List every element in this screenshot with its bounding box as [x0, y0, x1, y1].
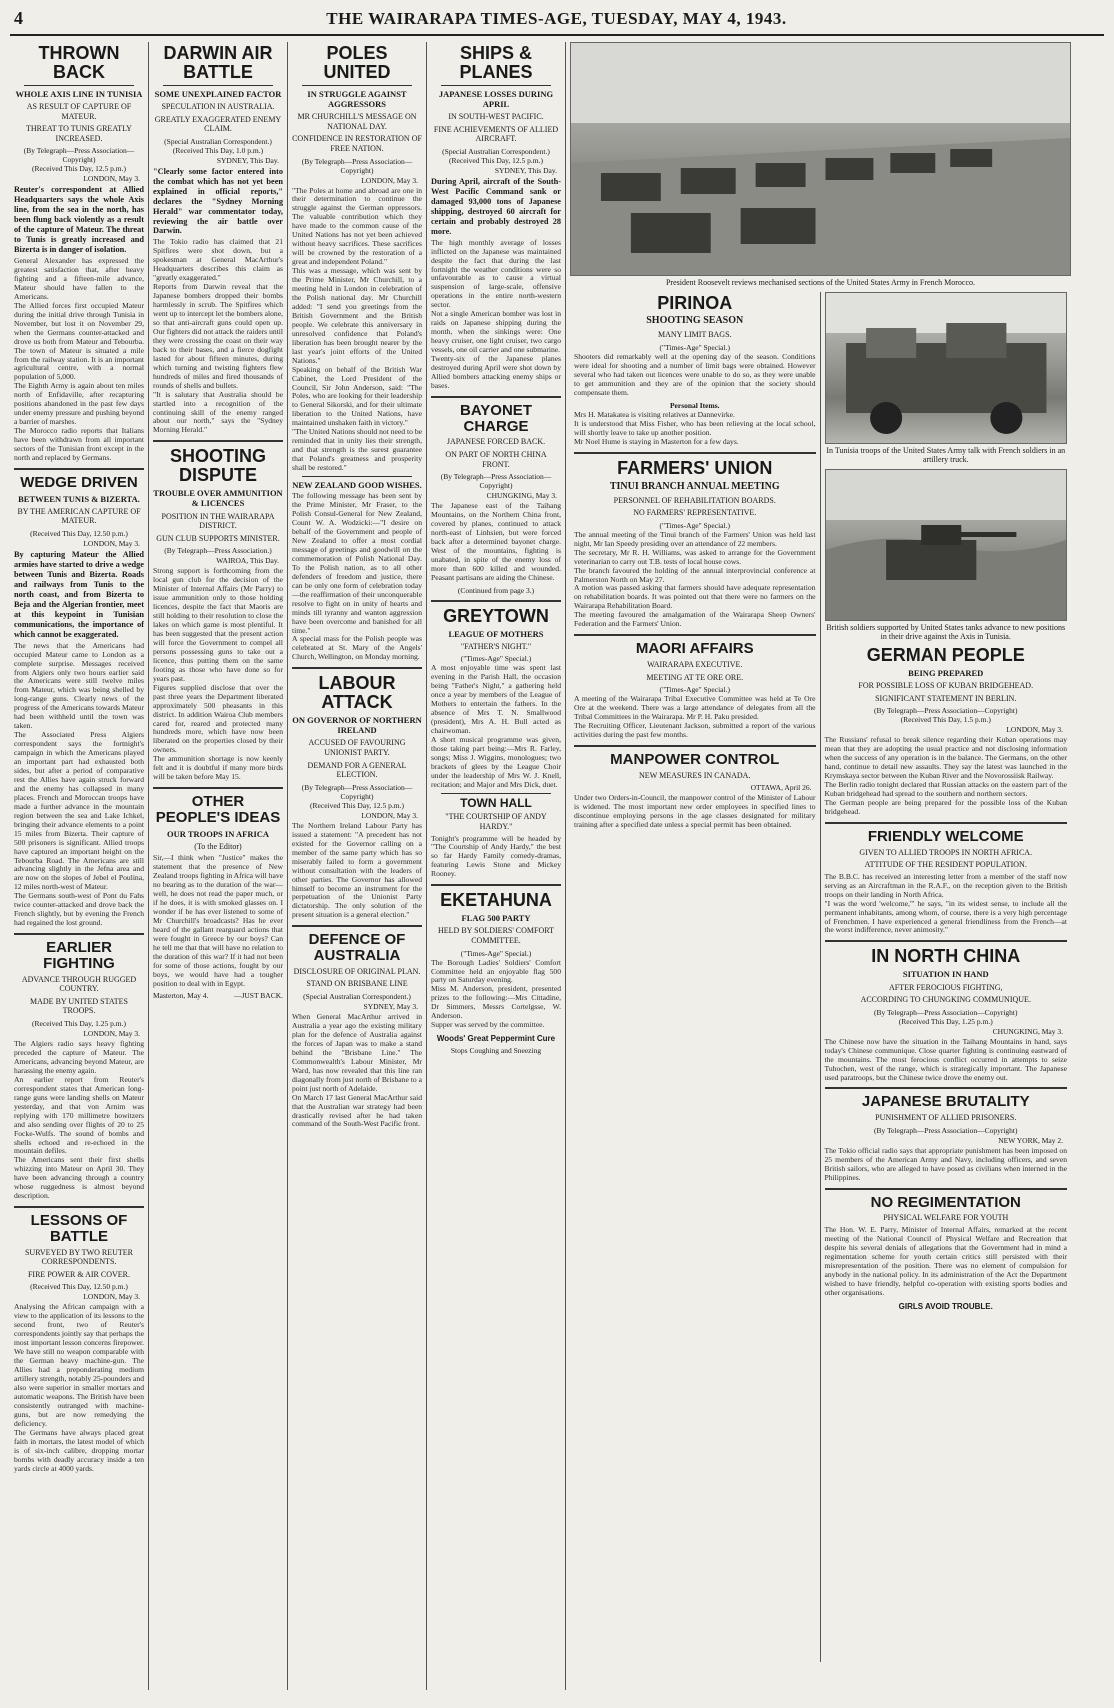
headline: DEFENCE OF AUSTRALIA — [308, 931, 406, 965]
column-2 — [149, 42, 288, 1690]
article-body: Tonight's programme will be headed by "The Courtship of Andy Hardy," the best so far Hardy Family comedy-dramas, featuring Lewis Stone and Mickey Rooney. — [431, 833, 561, 879]
credit-line: (Special Australian Correspondent.) — [303, 992, 411, 1002]
article-pirinoa — [574, 294, 816, 447]
credit-line: (By Telegraph—Press Association—Copyright) — [301, 156, 413, 175]
article-body: The Northern Ireland Labour Party has issued a statement: "A precedent has not existed for the Governor calling on a member of the same party which has so miserably failed to form a government without consultation with the leaders of other parties. The Governor has allowed himself to become an instrument for the perpetuation of the Unionist Party dictatorship. The only solution of the present situation is a general election." — [292, 820, 422, 920]
subheadline: ATTITUDE OF THE RESIDENT POPULATION. — [864, 860, 1027, 870]
subheadline: STAND ON BRISBANE LINE — [306, 979, 408, 989]
credit-line: (Received This Day, 12.50 p.m.) — [30, 529, 128, 539]
credit-line: (By Telegraph—Press Association—Copyright) (Received This Day, 12.5 p.m.) — [23, 146, 135, 174]
subheadline: SITUATION IN HAND — [902, 969, 989, 980]
article-maori-affairs — [574, 641, 816, 740]
subheadline: NEW MEASURES IN CANADA. — [639, 770, 751, 780]
headline: FRIENDLY WELCOME — [867, 827, 1024, 845]
headline: OTHER PEOPLE'S IDEAS — [155, 793, 281, 826]
credit-line: (Special Australian Correspondent.) (Received This Day, 12.5 p.m.) — [442, 146, 550, 165]
advertisement-title: Woods' Great Peppermint Cure — [436, 1034, 556, 1044]
subheadline: LEAGUE OF MOTHERS — [448, 628, 544, 639]
article-body: A most enjoyable time was spent last evening in the Parish Hall, the occasion being "Father's Night," a gathering held once a year by members of the League of Mothers to entertain the fathers. In the absence of Mrs T. N. Smallwood (president), Mrs A. H. Bull acted as chairwoman. A short musical programme was given, those taking part being:—Mrs R. Farley, songs; Miss J. Wiggins, monologues; two brackets of glees by the League Choir under the leadership of Mrs W. J. Knell, recitation; and Major and Mrs Dick, duet. — [431, 663, 561, 789]
subheadline: DISCLOSURE OF ORIGINAL PLAN. — [293, 966, 421, 976]
credit-line: ("Times-Age" Special.) — [659, 685, 730, 695]
headline: GREYTOWN — [443, 605, 549, 626]
article-body: Under two Orders-in-Council, the manpower control of the Minister of Labour is widened. The most important new order employees in specified lines to discontinue employing persons in the age classes designated for military training after a specified date unless a special permit has been obtained. — [574, 793, 816, 830]
article-in-north-china — [825, 947, 1068, 1082]
credit-line: (By Telegraph—Press Association—Copyright) (Received This Day, 1.25 p.m.) — [874, 1007, 1018, 1026]
photo-image — [571, 43, 1070, 275]
headline: MAORI AFFAIRS — [635, 640, 754, 658]
photo-british-advance — [825, 469, 1068, 621]
dateline: LONDON, May 3. — [83, 539, 140, 549]
dateline: SYDNEY, May 3. — [363, 1002, 418, 1012]
subheadline: HELD BY SOLDIERS' COMFORT COMMITTEE. — [437, 926, 554, 945]
article-body: Analysing the African campaign with a view to the application of its lessons to the second front, two of Reuter's correspondents jointly say that perhaps the most important lesson concerns firepower. We have still no weapon comparable with the German heavy machine-gun. The Allies had a preponderating medium artillery strength, notably 25-pounders and also were superior in smaller mortars and automatic weapons. The British have been consistently outranged with machine-guns, but are now remedying the deficiency. The Germans have always placed great faith in mortars, the latest model of which is of six-inch calibre, dropping mortar bombs with deadly accuracy inside a ten yards circle at 4000 yards. — [14, 1302, 144, 1473]
article-body: The following message has been sent by the Prime Minister, Mr Fraser, to the Polish Consul-General for New Zealand, Count W. A. Wodzicki:—"I desire on behalf of the Government and people of New Zealand to offer a most cordial message of greetings and goodwill on the commemoration of Polish National Day. To the Polish nation, as to all other defenders of freedom and justice, there can be only one form of celebration today—the reaffirmation of their unconquerable resolve to fight on in unity of hearts and minds till tyranny and wanton aggression have been overcome and banished for all time." A special mass for the Polish people was celebrated at St. Mary of the Angels' Church, Wellington, on Monday morning. — [292, 491, 422, 662]
right-subcolumn-2 — [821, 292, 1072, 1662]
headline: SHOOTING DISPUTE — [169, 446, 266, 486]
photo-image — [826, 293, 1067, 443]
subheadline: FOR POSSIBLE LOSS OF KUBAN BRIDGEHEAD. — [858, 681, 1034, 691]
headline: NO REGIMENTATION — [870, 1193, 1021, 1211]
article-defence-of-australia — [292, 932, 422, 1129]
article-thrown-back — [14, 44, 144, 463]
credit-line: ("Times-Age" Special.) — [659, 343, 730, 353]
article-other-peoples-ideas — [153, 794, 283, 1000]
dateline: OTTAWA, April 26. — [750, 783, 812, 793]
subheadline: DEMAND FOR A GENERAL ELECTION. — [307, 760, 407, 780]
dateline: CHUNGKING, May 3. — [992, 1026, 1063, 1036]
photo-tunisia-troops — [825, 292, 1068, 444]
credit-line: (Special Australian Correspondent.) (Received This Day, 1.0 p.m.) — [164, 136, 272, 155]
subheadline: BY THE AMERICAN CAPTURE OF MATEUR. — [17, 506, 141, 526]
article-body: Shooters did remarkably well at the opening day of the season. Conditions were ideal for shooting and a number of limit bags were obtained. However several who had taken out licences were unable to do so, as they were unable to get ammunition and they are of the opinion that the society should compensate them. — [574, 352, 816, 397]
subheadline: OUR TROOPS IN AFRICA — [166, 828, 270, 839]
article-body: The B.B.C. has received an interesting letter from a member of the staff now serving as an Aircraftman in the R.A.F., on the reception given to the British troops on their landing in North Africa. "I was the word 'welcome,'" he says, "in its widest sense, to include all the permanent inhabitants, among whom, of course, there is a very high percentage of Frenchmen. I have experienced a general friendliness from the French—at the worst indifference, never animosity." — [824, 871, 1067, 935]
credit-line: ("Times-Age" Special.) — [460, 654, 532, 664]
credit-line: (Received This Day, 1.25 p.m.) — [32, 1019, 126, 1029]
article-earlier-fighting — [14, 940, 144, 1201]
article-body: General Alexander has expressed the greatest satisfaction that, after heavy fighting and a fifteen-mile advance, Mateur should have fallen to the Americans. The Allied forces first occupied Mateur during the initial drive through Tunisia in November, but lost it on November 29, when the Germans counter-attacked and drove us both from Mateur and Tebourba. The town of Mateur is situated a mile from the railway station. It is an important agricultural centre, with a normal population of 5,000. The Eighth Army is again about ten miles north of Enfidaville, after recapturing positions abandoned in the past few days under enemy pressure and pushing beyond a barrier of marshes. The Morocco radio reports that Italians have been withdrawn from all important sectors of the Tunisian front except in the north and replaced by Germans. — [14, 256, 144, 462]
dateline: LONDON, May 3. — [83, 174, 140, 184]
dateline: LONDON, May 3. — [83, 1029, 140, 1039]
photo-caption: President Roosevelt reviews mechanised sections of the United States Army in French Morocco. — [665, 278, 976, 287]
subheadline: SPECULATION IN AUSTRALIA. — [161, 101, 275, 111]
headline: EARLIER FIGHTING — [43, 939, 115, 972]
subheadline: "FATHER'S NIGHT." — [460, 641, 532, 651]
article-poles-united — [292, 44, 422, 473]
subheadline: PERSONNEL OF REHABILITATION BOARDS. — [613, 495, 776, 505]
article-labour-attack — [292, 674, 422, 920]
right-region — [566, 42, 1071, 1690]
dateline: LONDON, May 3. — [1006, 725, 1063, 735]
credit-line: (By Telegraph—Press Association.) — [164, 546, 272, 556]
headline: JAPANESE BRUTALITY — [861, 1093, 1030, 1111]
subheadline: FLAG 500 PARTY — [461, 913, 531, 924]
subheadline: GIVEN TO ALLIED TROOPS IN NORTH AFRICA. — [859, 847, 1033, 857]
article-farmers-union — [574, 459, 816, 630]
subheadline: ON PART OF NORTH CHINA FRONT. — [445, 449, 547, 469]
article-body: The Russians' refusal to break silence regarding their Kuban operations may mean that they are adopting the usual practice and not disclosing information when the success of any operation is in the balance. The Germans, on the other hand, continue to detail new assaults. They say the latest was launched in the Krymskaya sector between the Kuban River and the Novorossiisk Railway. The Berlin radio tonight declared that Russian attacks on the eastern part of the Kuban bridgehead had spread to the southern and northern sectors. The German people are being prepared for the possible loss of the Kuban bridgehead. — [824, 735, 1067, 816]
dateline: WAIROA, This Day. — [216, 556, 279, 566]
photo-roosevelt-review — [570, 42, 1071, 276]
article-body: The Algiers radio says heavy fighting preceded the capture of Mateur. The Americans, advancing beyond Mateur, are harassing the enemy again. An earlier report from Reuter's correspondent states that American long-range guns were landing shells on Mateur yesterday, and that von Arnim was replying with 170 millimetre howitzers and also sending over flights of 20 to 25 Focke-Wulfs. The sound of bombs and shells echoed and re-echoed in the mountain defiles. The Americans sent their first shells whizzing into Mateur on April 30. They have been advancing through a country whose ruggedness is almost beyond description. — [14, 1039, 144, 1201]
photo-image — [826, 470, 1067, 620]
headline: LABOUR ATTACK — [318, 673, 396, 713]
article-body: The news that the Americans had occupied Mateur came to London as a complete surprise. Messages received from Algiers only two hours earlier said the Americans were still twelve miles from Mateur, which was being shelled by long-range guns. Clearly news of the progress of the Americans towards Mateur had been withheld until the town was taken. The Associated Press Algiers correspondent says the fortnight's campaign in which the Americans played an important part had exhausted both sides, but after a period of comparative rest the Allies have again struck forward and the enemy has collapsed in many places. French and Moroccan troops have made a further advance in the mountain region between the sea and Lake Ichkel, bringing their advance elements to a point 15 miles from Bizerta. Their capture of 500 prisoners is significant. Allied troops have captured an important height on the Tebourba Road. The Americans are still advancing slightly in the Jefna area and are now on the slopes of Jebel el Poulina, 12 miles north-west of Mateur. The Germans south-west of Pont du Fahs twice counter-attacked and drove back the French slightly, but by evening the French had regained the lost ground. — [14, 640, 144, 928]
article-body: The Chinese now have the situation in the Taihang Mountains in hand, says today's Chinese communique. Close quarter fighting is continuing eastward of the mountains. The most ferocious conflict occurred in attempts to seize Tuhochen, west of the range, which is strategically important. The Japanese used paratroops, but the Chinese twice drove the enemy out. — [824, 1036, 1067, 1082]
headline: THROWN BACK — [38, 43, 120, 82]
subheadline: AFTER FEROCIOUS FIGHTING, — [888, 982, 1003, 992]
photo-caption: British soldiers supported by United States tanks advance to new positions in their drive against the Axis in Tunisia. — [826, 622, 1066, 642]
subheadline: IN SOUTH-WEST PACIFIC. — [448, 112, 544, 122]
subheadline: BETWEEN TUNIS & BIZERTA. — [18, 493, 140, 504]
dateline: NEW YORK, May 2. — [998, 1135, 1063, 1145]
subheadline: TROUBLE OVER AMMUNITION & LICENCES — [153, 488, 283, 509]
article-body: The Tokio radio has claimed that 21 Spitfires were shot down, but a spokesman at General MacArthur's Headquarters describes this claim as "greatly exaggerated." Reports from Darwin reveal that the Japanese bombers dropped their bombs harmlessly in scrub. The Spitfires which went up to intercept let the bombers alone, so that anti-aircraft guns could open up. Our fighters did not attack the raiders until they were crossing the coast on their way back to their bases, and a fierce dogfight lasted for about fifteen minutes, during which turning and twisting fighters flew hundreds of miles and fired thousands of rounds of shells and bullets. "It is salutary that Australia should be startled into a recognition of the continuing skill of the enemy ranged about our north," says the "Sydney Morning Herald." — [153, 237, 283, 435]
article-german-people — [825, 646, 1068, 817]
notice-title: GIRLS AVOID TROUBLE. — [898, 1301, 993, 1311]
dateline: SYDNEY, This Day. — [494, 165, 557, 175]
subheadline: NEW ZEALAND GOOD WISHES. — [292, 480, 422, 491]
headline: TOWN HALL — [460, 795, 532, 810]
article-no-regimentation — [825, 1195, 1068, 1311]
subheadline: CONFIDENCE IN RESTORATION OF FREE NATION. — [292, 134, 422, 153]
subheadline: IN STRUGGLE AGAINST AGGRESSORS — [307, 88, 407, 109]
article-ships-and-planes — [431, 44, 561, 391]
credit-line: (By Telegraph—Press Association—Copyright) (Received This Day, 12.5 p.m.) — [301, 782, 413, 810]
subheadline: BEING PREPARED — [908, 667, 984, 678]
lead-paragraph: By capturing Mateur the Allied armies have started to drive a wedge between Tunis and Bizerta. Roads and railways from Tunis to the north coast, and from Bizerta to Beja and the Algerian frontier, meet at this keypoint in Tunisian communications, the importance of which cannot be exaggerated. — [14, 550, 144, 639]
right-subcolumn-1 — [570, 292, 821, 1662]
dateline: SYDNEY, This Day. — [216, 155, 279, 165]
headline: POLES UNITED — [323, 43, 391, 82]
subheadline: FINE ACHIEVEMENTS OF ALLIED AIRCRAFT. — [433, 124, 559, 144]
subheadline: MR CHURCHILL'S MESSAGE ON NATIONAL DAY. — [297, 112, 417, 131]
lead-paragraph: During April, aircraft of the South-West Pacific Command sank or damaged 93,000 tons of Japanese shipping, destroyed 60 aircraft for certain and probably destroyed 28 more. — [431, 176, 561, 236]
article-eketahuna — [431, 891, 561, 1055]
article-body: The annual meeting of the Tinui branch of the Farmers' Union was held last night, Mr Ian Speedy presiding over an attendance of 22 members. The secretary, Mr R. H. Williams, was asked to arrange for the Government veterinarian to carry out T.B. tests of local house cows. The branch favoured the holding of the annual interprovincial conference at Palmerston North on May 27. A motion was passed asking that farmers should have adequate representation on rehabilitation boards. It was pointed out that there were no farmers on the Wairarapa Rehabilitation Board. The meeting favoured the amalgamation of the Wairarapa Sheep Owners' Federation and the Farmers' Union. — [574, 529, 816, 629]
subheadline: ACCORDING TO CHUNGKING COMMUNIQUE. — [860, 995, 1031, 1005]
continued-note: (Continued from page 3.) — [457, 585, 535, 595]
article-shooting-dispute — [153, 447, 283, 782]
headline: GERMAN PEOPLE — [866, 644, 1025, 665]
headline: MANPOWER CONTROL — [610, 750, 780, 768]
subheadline: MADE BY UNITED STATES TROOPS. — [30, 996, 128, 1016]
column-1 — [10, 42, 149, 1690]
article-body: When General MacArthur arrived in Australia a year ago the existing military plan for the defence of Australia against the forces of Japan was to make a stand behind the "Brisbane Line." The Commonwealth's Labour Minister, Mr Ward, has now revealed that this line ran diagonally from just north of Brisbane to a point just north of Adelaide. On March 17 last General MacArthur said that the Australian war strategy had been drastically revised after he had taken command of the South-West Pacific front. — [292, 1012, 422, 1129]
section-title: Personal Items. — [669, 400, 720, 410]
article-body: The Borough Ladies' Soldiers' Comfort Committee held an enjoyable flag 500 party on Saturday evening. Miss M. Anderson, president, presented prizes to the following:—Mrs Cittadine, Dr Simmers, Messrs Cortelgsse, W. Anderson. Supper was served by the committee. — [431, 957, 561, 1030]
credit-line: (By Telegraph—Press Association—Copyright) — [874, 1125, 1018, 1135]
credit-line: (By Telegraph—Press Association—Copyright) — [440, 472, 552, 491]
dateline: LONDON, May 3. — [361, 810, 418, 820]
page-number: 4 — [14, 8, 23, 28]
article-body: Strong support is forthcoming from the local gun club for the decision of the Minister of Internal Affairs (Mr Parry) to issue ammunition only to those holding licences, despite the fact that Maoris are still holding to their resolution to close the lakes on which game is most plentiful. It has been suggested that the present action will force the Government to compel all persons possessing guns to take out a licence, thus putting them on the same footing as those who have done so for years past. Figures supplied disclose that over the past three years the Department liberated approximately 500 pheasants in this district. In addition Wairoa Club members cared for, reared and protected many hundreds more, which have now been liberated on the properties closed by their owners. The ammunition shortage is now keenly felt and it is doubtful if many more birds will be taken before May 15. — [153, 566, 283, 782]
article-japanese-brutality — [825, 1094, 1068, 1182]
article-bayonet-charge — [431, 403, 561, 583]
subheadline: (To the Editor) — [194, 841, 242, 851]
subheadline: JAPANESE FORCED BACK. — [446, 437, 546, 447]
credit-line: ("Times-Age" Special.) — [460, 948, 532, 958]
headline: WEDGE DRIVEN — [20, 473, 138, 491]
newspaper-title: THE WAIRARAPA TIMES-AGE, TUESDAY, MAY 4, 1943. — [326, 9, 787, 28]
subheadline: GREATLY EXAGGERATED ENEMY CLAIM. — [154, 114, 282, 134]
subheadline: WHOLE AXIS LINE IN TUNISIA — [15, 88, 143, 99]
subheadline: POSITION IN THE WAIRARAPA DISTRICT. — [161, 511, 275, 531]
subheadline: PUNISHMENT OF ALLIED PRISONERS. — [875, 1113, 1017, 1123]
subheadline: "THE COURTSHIP OF ANDY HARDY." — [445, 812, 547, 831]
letter-body: Sir,—I think when "Justice" makes the statement that the presence of New Zealand troops fighting in Africa will have no bearing as to the duration of the war—well, he does not read the paper much, or if he does, it is with smoked glasses on. I wonder if he has ever listened to some of Mr Churchill's broadcasts? Has he ever heard of the gallant rearguard actions that were fought in Greece by our boys? Can he tell me that that will have no relation to the duration of this war? If it had not been for some of those actions, fought by our boys, we would have had a tougher position to deal with in Egypt. — [153, 853, 283, 988]
article-wedge-driven — [14, 475, 144, 928]
subheadline: ON GOVERNOR OF NORTHERN IRELAND — [292, 715, 422, 736]
headline: IN NORTH CHINA — [871, 946, 1021, 967]
letter-signer: —JUST BACK. — [233, 990, 283, 1000]
subheadline: JAPANESE LOSSES DURING APRIL — [438, 88, 554, 109]
credit-line: (By Telegraph—Press Association—Copyright) (Received This Day, 1.5 p.m.) — [874, 706, 1018, 725]
headline: DARWIN AIR BATTLE — [163, 43, 273, 82]
article-friendly-welcome — [825, 829, 1068, 936]
article-body: The Tokio official radio says that appropriate punishment has been imposed on 25 members of the American Army and Navy, including officers, and seven British sailors, who are alleged to have posed as civilians when interned in the Philippines. — [824, 1145, 1067, 1182]
subheadline: ADVANCE THROUGH RUGGED COUNTRY. — [21, 974, 137, 994]
headline: SHIPS & PLANES — [459, 43, 533, 82]
headline: BAYONET CHARGE — [460, 401, 532, 435]
subheadline: GUN CLUB SUPPORTS MINISTER. — [156, 533, 280, 543]
article-body: The Japanese east of the Taihang Mountains, on the Northern China front, covered by planes, continued to attack north-east of Linhsien, but were forced back after a determined bayonet charge. West of the mountains, fighting is unabated, in spite of the enemy loss of more than 600 killed and wounded. Peasant partisans are aiding the Chinese. — [431, 501, 561, 582]
credit-line: (Received This Day, 12.50 p.m.) — [30, 1282, 128, 1292]
article-body: The high monthly average of losses inflicted on the Japanese was maintained despite the fact that during the last fortnight the weather conditions were so unfavourable as to cause a virtual suspension of large-scale, offensive operations in the entire north-western sector. Not a single American bomber was lost in raids on Japanese shipping during the month, when the sinkings were: One heavy cruiser, one light cruiser, two cargo vessels, one oil carrier and one submarine. Twenty-six of the Japanese planes destroyed during April were shot down by Allied bombers attacking enemy ships or bases. — [431, 237, 561, 390]
subheadline: NO FARMERS' REPRESENTATIVE. — [633, 508, 757, 518]
subheadline: FIRE POWER & AIR COVER. — [27, 1269, 130, 1279]
subheadline: TINUI BRANCH ANNUAL MEETING — [609, 480, 780, 492]
article-town-hall — [431, 797, 561, 880]
subheadline: THREAT TO TUNIS GREATLY INCREASED. — [26, 124, 132, 143]
credit-line: ("Times-Age" Special.) — [659, 520, 730, 530]
subheadline: PHYSICAL WELFARE FOR YOUTH — [883, 1213, 1009, 1223]
subheadline: MEETING AT TE ORE ORE. — [646, 672, 744, 682]
article-nz-good-wishes — [292, 480, 422, 662]
subheadline: SIGNIFICANT STATEMENT IN BERLIN. — [875, 693, 1017, 703]
photo-caption: In Tunisia troops of the United States Army talk with French soldiers in an artillery truck. — [826, 445, 1066, 465]
letter-signoff: Masterton, May 4. — [153, 990, 209, 1000]
column-3 — [288, 42, 427, 1690]
subheadline: MANY LIMIT BAGS. — [657, 330, 732, 340]
subheadline: SURVEYED BY TWO REUTER CORRESPONDENTS. — [24, 1247, 134, 1267]
subheadline: ACCUSED OF FAVOURING UNIONIST PARTY. — [308, 738, 406, 758]
subheadline: AS RESULT OF CAPTURE OF MATEUR. — [26, 101, 132, 121]
article-body: Mrs H. Matakatea is visiting relatives at Dannevirke. It is understood that Miss Fisher, who has been relieving at the local school, will shortly leave to take up another position. Mr Noel Hume is staying in Masterton for a few days. — [574, 409, 816, 446]
column-4 — [427, 42, 566, 1690]
article-darwin-air-battle — [153, 44, 283, 435]
headline: LESSONS OF BATTLE — [30, 1212, 128, 1245]
dateline: LONDON, May 3. — [83, 1292, 140, 1302]
headline: FARMERS' UNION — [617, 457, 773, 478]
newspaper-page — [10, 8, 1104, 1690]
dateline: CHUNGKING, May 3. — [486, 491, 557, 501]
advertisement-subtitle: Stops Coughing and Sneezing — [450, 1046, 542, 1056]
lead-paragraph: Reuter's correspondent at Allied Headquarters says the whole Axis line, from the sea in the north, has been flung back violently as a result of the capture of Mateur. The threat to Tunis is greatly increased and Bizerta is in danger of isolation. — [14, 185, 144, 255]
article-greytown — [431, 607, 561, 790]
article-lessons-of-battle — [14, 1213, 144, 1473]
subheadline: SHOOTING SEASON — [646, 315, 744, 327]
subheadline: SOME UNEXPLAINED FACTOR — [154, 88, 282, 99]
dateline: LONDON, May 3. — [361, 175, 418, 185]
article-manpower-control — [574, 752, 816, 830]
article-body: "The Poles at home and abroad are one in their determination to continue the struggle against the German oppressors. The valuable contribution which they have made to the common cause of the United Nations has not yet been achieved without heavy sacrifices. These sacrifices will be crowned by the restoration of a great and independent Poland." This was a message, which was sent by the Prime Minister, Mr Churchill, to a meeting held in London in celebration of the Polish national day. Mr Churchill added: "I send you greetings from the British Government and the British people. We celebrate this anniversary in unresolved confidence that Poland's liberation has been brought nearer by the last year's joint efforts of the United Nations." Speaking on behalf of the British War Cabinet, the Lord President of the Council, Sir John Anderson, said: "The Poles, who are looking for their leadership to General Sikorski, and for their ultimate liberation to the United Nations, have maintained unshaken faith in victory." "The United Nations should not need to be reminded that in unity lies their strength, and that strength is the surest guarantee that Poland's greatness and prosperity shall be restored." — [292, 185, 422, 473]
headline: PIRINOA — [657, 292, 733, 313]
masthead — [10, 8, 1104, 36]
subheadline: WAIRARAPA EXECUTIVE. — [647, 659, 743, 669]
article-body: A meeting of the Wairarapa Tribal Executive Committee was held at Te Ore Ore at the weekend. There was a large attendance of delegates from all the Tribal Committees in the Wairarapa. Mr P. H. Paku presided. The Recruiting Officer, Lieutenant Jackson, submitted a report of the various activities during the past few months. — [574, 694, 816, 739]
lead-paragraph: "Clearly some factor entered into the combat which has not yet been explained in official reports," declares the "Sydney Morning Herald" war commentator today, reviewing the air battle over Darwin. — [153, 166, 283, 236]
headline: EKETAHUNA — [440, 890, 552, 911]
article-body: The Hon. W. E. Parry, Minister of Internal Affairs, remarked at the recent meeting of the National Council of Physical Welfare and Recreation that despite his several denials of allegations that the Government had in mind a regimentation scheme for youth certain critics still persisted with their misrepresentation of the position. There was no element of compulsion for anybody in the national policy. In its administration of the Act the Department wished to have friendly, helpful co-operation with existing sports bodies and other organisations. — [824, 1224, 1067, 1297]
